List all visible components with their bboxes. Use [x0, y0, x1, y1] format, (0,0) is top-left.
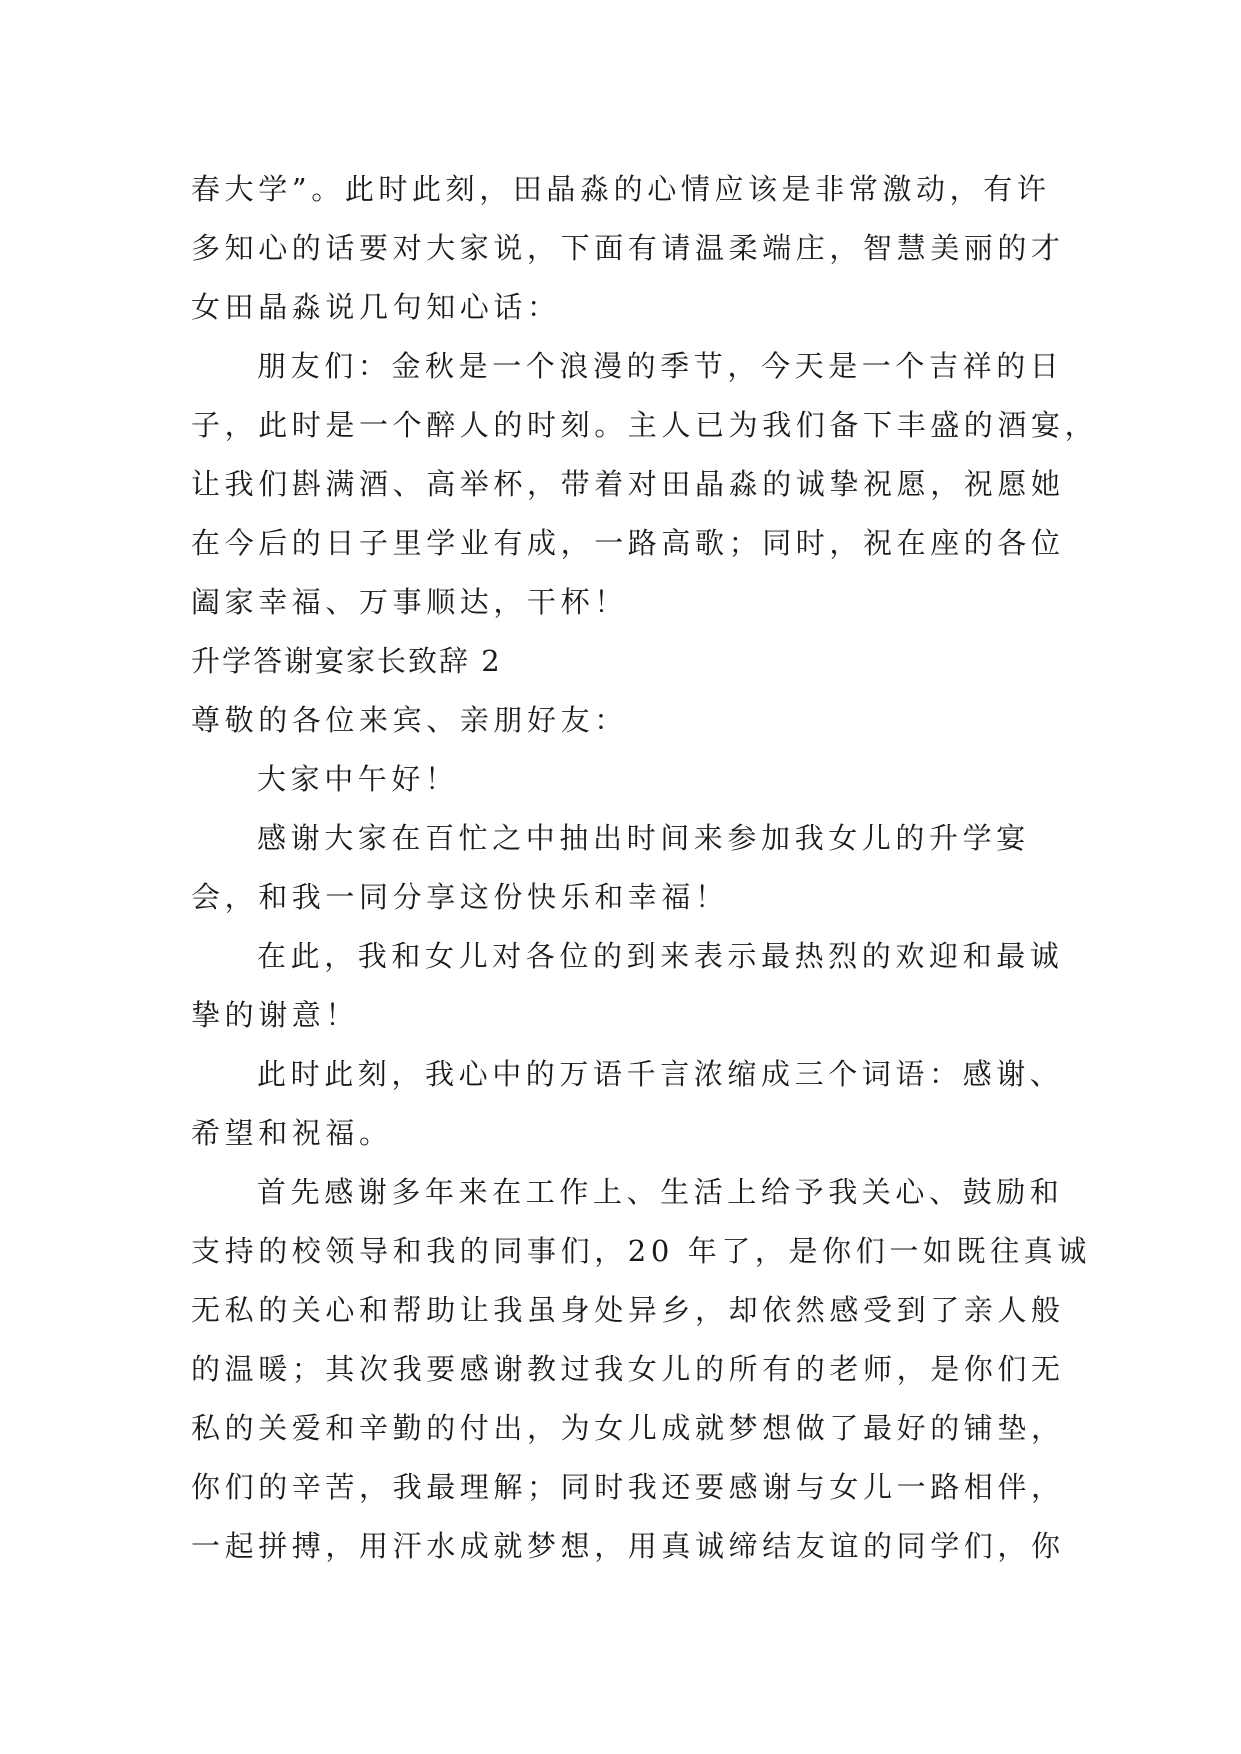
text-line: 首先感谢多年来在工作上、生活上给予我关心、鼓励和 — [257, 1175, 1064, 1209]
text-line: 阖家幸福、万事顺达，干杯！ — [191, 585, 628, 619]
text-line: 子，此时是一个醉人的时刻。主人已为我们备下丰盛的酒宴， — [191, 408, 1099, 442]
text-line: 朋友们：金秋是一个浪漫的季节，今天是一个吉祥的日 — [257, 349, 1064, 383]
text-line: 多知心的话要对大家说，下面有请温柔端庄，智慧美丽的才 — [191, 231, 1065, 265]
text-line: 春大学”。此时此刻，田晶淼的心情应该是非常激动，有许 — [191, 172, 1051, 206]
text-line: 支持的校领导和我的同事们，20 年了，是你们一如既往真诚 — [191, 1234, 1091, 1268]
text-line: 让我们斟满酒、高举杯，带着对田晶淼的诚挚祝愿，祝愿她 — [191, 467, 1065, 501]
text-line: 在此，我和女儿对各位的到来表示最热烈的欢迎和最诚 — [257, 939, 1064, 973]
salutation: 尊敬的各位来宾、亲朋好友： — [191, 703, 628, 737]
text-line: 希望和祝福。 — [191, 1116, 393, 1150]
text-line: 感谢大家在百忙之中抽出时间来参加我女儿的升学宴 — [257, 821, 1030, 855]
text-line: 大家中午好！ — [257, 762, 459, 796]
text-line: 一起拼搏，用汗水成就梦想，用真诚缔结友谊的同学们，你 — [191, 1529, 1065, 1563]
text-line: 你们的辛苦，我最理解；同时我还要感谢与女儿一路相伴， — [191, 1470, 1065, 1504]
text-line: 挚的谢意！ — [191, 998, 360, 1032]
text-line: 无私的关心和帮助让我虽身处异乡，却依然感受到了亲人般 — [191, 1293, 1065, 1327]
text-line: 会，和我一同分享这份快乐和幸福！ — [191, 880, 729, 914]
document-body — [191, 160, 1099, 1576]
text-line: 在今后的日子里学业有成，一路高歌；同时，祝在座的各位 — [191, 526, 1065, 560]
section-heading: 升学答谢宴家长致辞 2 — [191, 644, 502, 678]
text-line: 此时此刻，我心中的万语千言浓缩成三个词语：感谢、 — [257, 1057, 1064, 1091]
text-line: 的温暖；其次我要感谢教过我女儿的所有的老师，是你们无 — [191, 1352, 1065, 1386]
text-line: 女田晶淼说几句知心话： — [191, 290, 561, 324]
text-line: 私的关爱和辛勤的付出，为女儿成就梦想做了最好的铺垫， — [191, 1411, 1065, 1445]
